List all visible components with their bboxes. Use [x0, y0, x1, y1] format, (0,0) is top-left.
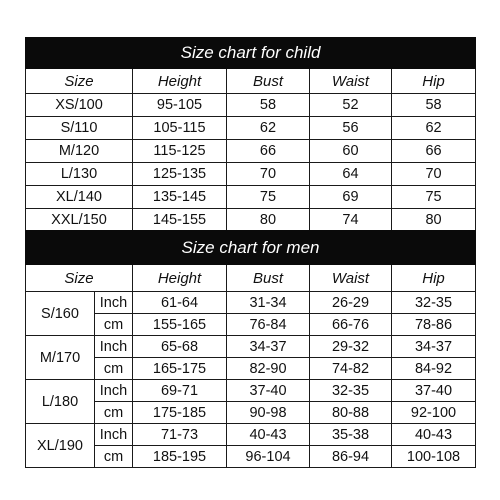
men-cell-height: 69-71 [133, 380, 227, 402]
child-cell-size: XS/100 [26, 94, 133, 117]
child-cell-bust: 66 [227, 140, 310, 163]
men-header-bust: Bust [227, 265, 310, 292]
men-cell-waist: 86-94 [310, 446, 392, 468]
men-cell-hip: 40-43 [392, 424, 476, 446]
child-cell-hip: 66 [392, 140, 476, 163]
men-cell-waist: 74-82 [310, 358, 392, 380]
men-cell-hip: 37-40 [392, 380, 476, 402]
men-cell-waist: 80-88 [310, 402, 392, 424]
child-cell-bust: 62 [227, 117, 310, 140]
men-cell-unit: cm [95, 314, 133, 336]
men-cell-bust: 90-98 [227, 402, 310, 424]
child-header-row [26, 69, 476, 94]
men-size-chart-body [26, 231, 476, 468]
men-cell-unit: Inch [95, 380, 133, 402]
men-cell-waist: 32-35 [310, 380, 392, 402]
men-header-waist: Waist [310, 265, 392, 292]
men-cell-height: 155-165 [133, 314, 227, 336]
men-cell-unit: cm [95, 358, 133, 380]
men-cell-height: 65-68 [133, 336, 227, 358]
men-cell-bust: 37-40 [227, 380, 310, 402]
men-cell-height: 185-195 [133, 446, 227, 468]
child-cell-waist: 60 [310, 140, 392, 163]
child-cell-hip: 62 [392, 117, 476, 140]
child-cell-bust: 75 [227, 186, 310, 209]
child-cell-size: S/110 [26, 117, 133, 140]
men-cell-hip: 78-86 [392, 314, 476, 336]
men-header-height: Height [133, 265, 227, 292]
child-header-hip: Hip [392, 69, 476, 94]
table-row [26, 380, 476, 402]
table-row [26, 163, 476, 186]
men-cell-hip: 92-100 [392, 402, 476, 424]
men-cell-hip: 34-37 [392, 336, 476, 358]
men-cell-bust: 40-43 [227, 424, 310, 446]
child-size-chart [25, 37, 476, 232]
men-header-hip: Hip [392, 265, 476, 292]
men-header-row [26, 265, 476, 292]
men-cell-height: 61-64 [133, 292, 227, 314]
child-cell-height: 105-115 [133, 117, 227, 140]
men-cell-bust: 31-34 [227, 292, 310, 314]
child-cell-size: XXL/150 [26, 209, 133, 232]
child-header-height: Height [133, 69, 227, 94]
table-row [26, 209, 476, 232]
child-cell-waist: 64 [310, 163, 392, 186]
men-cell-bust: 82-90 [227, 358, 310, 380]
table-row [26, 140, 476, 163]
child-cell-bust: 58 [227, 94, 310, 117]
men-header-size: Size [26, 265, 133, 292]
child-cell-height: 115-125 [133, 140, 227, 163]
men-cell-waist: 35-38 [310, 424, 392, 446]
men-cell-unit: Inch [95, 336, 133, 358]
men-cell-waist: 66-76 [310, 314, 392, 336]
child-cell-height: 145-155 [133, 209, 227, 232]
men-cell-bust: 34-37 [227, 336, 310, 358]
men-cell-unit: Inch [95, 292, 133, 314]
table-row [26, 292, 476, 314]
child-cell-bust: 80 [227, 209, 310, 232]
men-cell-bust: 76-84 [227, 314, 310, 336]
child-cell-hip: 58 [392, 94, 476, 117]
table-row [26, 94, 476, 117]
men-cell-size: XL/190 [26, 424, 95, 468]
men-cell-size: L/180 [26, 380, 95, 424]
child-cell-height: 125-135 [133, 163, 227, 186]
child-cell-hip: 80 [392, 209, 476, 232]
table-row [26, 117, 476, 140]
men-cell-size: M/170 [26, 336, 95, 380]
child-cell-hip: 70 [392, 163, 476, 186]
men-cell-unit: cm [95, 402, 133, 424]
child-cell-waist: 74 [310, 209, 392, 232]
men-cell-bust: 96-104 [227, 446, 310, 468]
child-size-chart-body [26, 38, 476, 232]
child-cell-size: M/120 [26, 140, 133, 163]
child-header-size: Size [26, 69, 133, 94]
men-cell-size: S/160 [26, 292, 95, 336]
child-cell-waist: 69 [310, 186, 392, 209]
table-row [26, 424, 476, 446]
child-chart-title: Size chart for child [26, 38, 476, 69]
men-chart-title: Size chart for men [26, 231, 476, 265]
men-cell-height: 71-73 [133, 424, 227, 446]
men-cell-hip: 84-92 [392, 358, 476, 380]
men-cell-height: 165-175 [133, 358, 227, 380]
men-cell-unit: Inch [95, 424, 133, 446]
men-cell-height: 175-185 [133, 402, 227, 424]
child-cell-height: 95-105 [133, 94, 227, 117]
child-cell-size: XL/140 [26, 186, 133, 209]
men-cell-hip: 32-35 [392, 292, 476, 314]
child-cell-height: 135-145 [133, 186, 227, 209]
table-row [26, 186, 476, 209]
men-cell-waist: 29-32 [310, 336, 392, 358]
child-cell-waist: 56 [310, 117, 392, 140]
table-row [26, 336, 476, 358]
child-cell-hip: 75 [392, 186, 476, 209]
child-cell-size: L/130 [26, 163, 133, 186]
child-header-waist: Waist [310, 69, 392, 94]
men-cell-unit: cm [95, 446, 133, 468]
men-size-chart [25, 230, 476, 468]
child-header-bust: Bust [227, 69, 310, 94]
men-cell-hip: 100-108 [392, 446, 476, 468]
child-cell-bust: 70 [227, 163, 310, 186]
men-cell-waist: 26-29 [310, 292, 392, 314]
child-cell-waist: 52 [310, 94, 392, 117]
